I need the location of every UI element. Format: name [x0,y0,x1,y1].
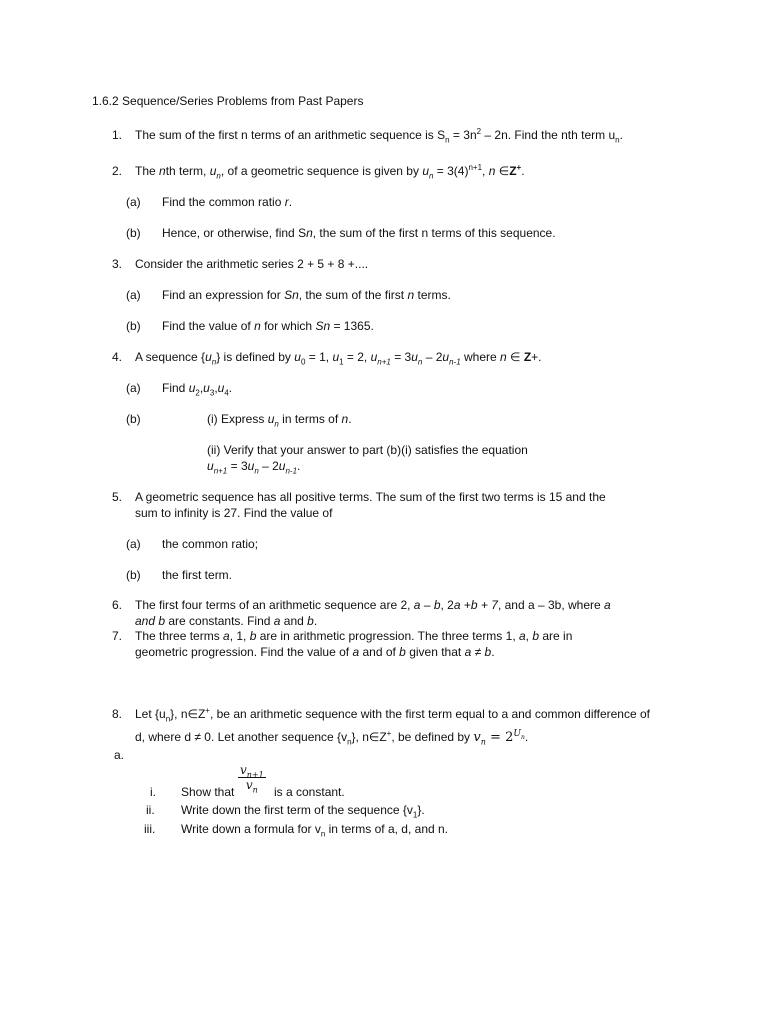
question-4b-i-text: (i) Express $u_n$ in terms of n. [207,412,352,429]
question-7-line-2: geometric progression. Find the value of a and of b given that a ≠ b. [135,645,495,659]
question-3b-label: (b) [126,319,141,333]
question-8a-i-text-end: is a constant. [274,785,345,799]
question-8a-ii-label: ii. [146,803,155,817]
question-3-text: Consider the arithmetic series 2 + 5 + 8 +.... [135,257,369,271]
question-5b-label: (b) [126,568,141,582]
question-4b-label: (b) [126,412,141,426]
question-3a-label: (a) [126,288,141,302]
question-8a-label: a. [114,748,125,762]
question-5a-text: the common ratio; [162,537,259,551]
question-6-number: 6. [111,598,122,612]
question-8-number: 8. [111,707,122,721]
question-8-line-2: d, where d ≠ 0. Let another sequence $\{v_n\}$, n∈Z+, be defined by $v_n = 2^{U_n}$. [135,729,529,747]
question-4a-label: (a) [126,381,141,395]
question-2b-text: Hence, or otherwise, find Sn, the sum of the first n terms of this sequence. [162,226,556,240]
question-6-line-1: The first four terms of an arithmetic sequence are 2, a – b, 2a +b + 7, and a – 3b, where a [135,598,611,612]
question-2-number: 2. [111,164,122,178]
question-4b-ii-text: (ii) Verify that your answer to part (b)(i) satisfies the equation [207,443,528,457]
question-4-number: 4. [111,350,122,364]
question-3b-text: Find the value of n for which Sn = 1365. [162,319,374,333]
question-6-line-2: and b are constants. Find a and b. [135,614,318,628]
question-5-line-1: A geometric sequence has all positive terms. The sum of the first two terms is 15 and the [135,490,606,504]
question-5a-label: (a) [126,537,141,551]
question-5-line-2: sum to infinity is 27. Find the value of [135,506,333,520]
question-8a-i-text-start: Show that [181,785,235,799]
question-7-number: 7. [111,629,122,643]
question-5b-text: the first term. [162,568,233,582]
fraction-v-n-plus-1-over-v-n: $\frac{v_{n+1}}{v_n}$ [240,763,264,795]
question-4b-ii-equation: $u_{n+1} = 3u_n - 2u_{n-1}$. [207,459,301,476]
question-4a-text: Find $u_2,u_3,u_4$. [162,381,233,398]
question-8a-iii-label: iii. [144,822,156,836]
question-3a-text: Find an expression for Sn, the sum of the first n terms. [162,288,451,302]
question-8-line-1: Let $\{u_n\}$, n∈Z+, be an arithmetic sequence with the first term equal to a and common difference of [135,706,650,724]
question-2a-text: Find the common ratio r. [162,195,293,209]
question-1-text: The sum of the first n terms of an arithmetic sequence is $S_n = 3n^2 - 2n$. Find the nth term $u_n$. [135,127,623,145]
question-7-line-1: The three terms a, 1, b are in arithmetic progression. The three terms 1, a, b are in [135,629,573,643]
question-2b-label: (b) [126,226,141,240]
question-8a-iii-text: Write down a formula for $v_n$ in terms of a, d, and n. [181,822,449,839]
question-5-number: 5. [111,490,122,504]
question-4-text: A sequence $\{u_n\}$ is defined by $u_0 = 1$, $u_1 = 2$, $u_{n+1} = 3u_n - 2u_{n-1}$ where n ∈ Z+. [135,350,542,367]
question-8a-ii-text: Write down the first term of the sequence $\{v_1\}$. [181,803,425,820]
page-title: 1.6.2 Sequence/Series Problems from Past Papers [92,94,364,108]
question-8a-i-label: i. [150,785,156,799]
question-3-number: 3. [111,257,122,271]
question-1-number: 1. [111,128,122,142]
question-2-text: The nth term, $u_n$, of a geometric sequence is given by $u_n = 3(4)^{n+1}$, n ∈Z+. [135,163,525,181]
question-2a-label: (a) [126,195,141,209]
